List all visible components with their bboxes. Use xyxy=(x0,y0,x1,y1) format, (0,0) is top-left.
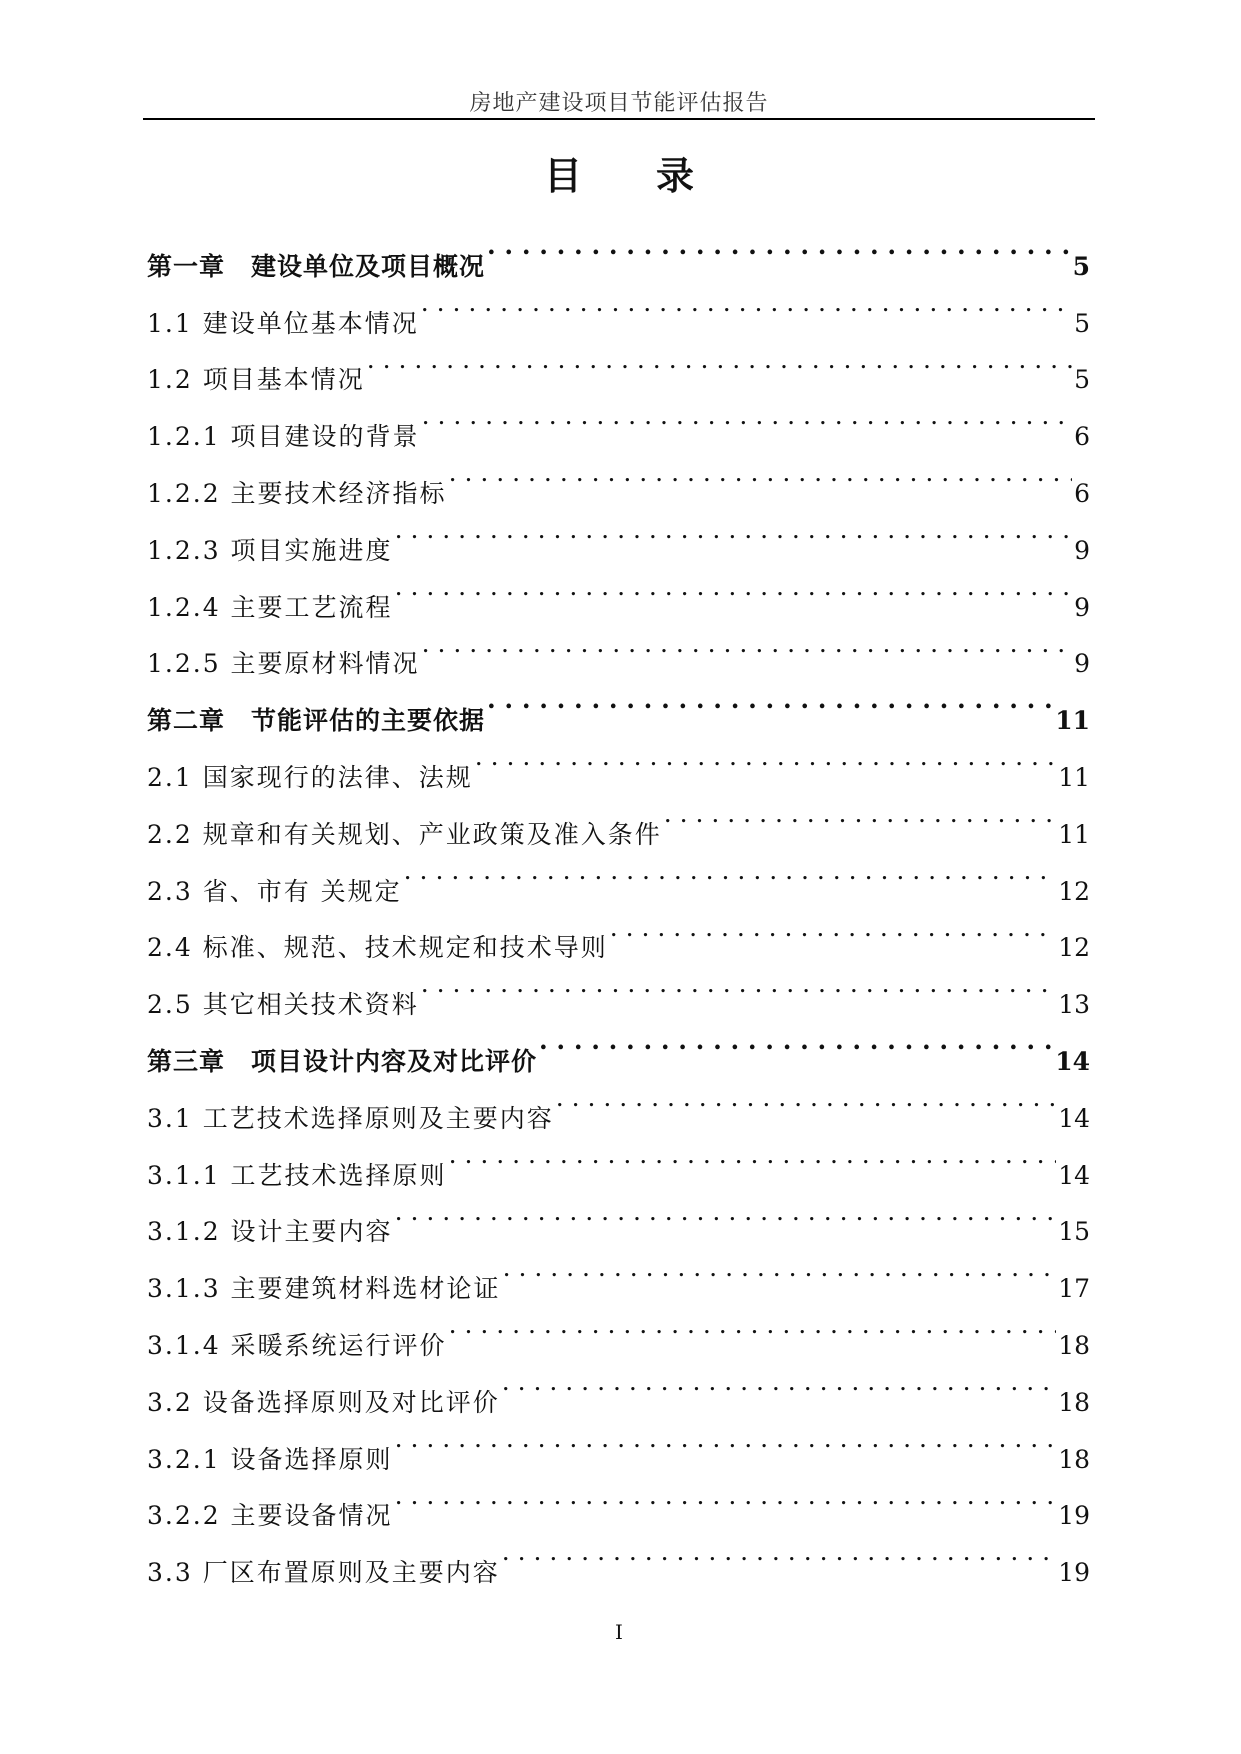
toc-entry-label: 1.2.5 主要原材料情况 xyxy=(147,649,420,679)
toc-entry-page: 12 xyxy=(1058,933,1090,963)
toc-entry-label: 1.2.3 项目实施进度 xyxy=(147,535,393,565)
toc-dot-leader xyxy=(502,1354,1056,1411)
toc-entry-label: 3.1.3 主要建筑材料选材论证 xyxy=(147,1274,501,1304)
toc-entry-page: 9 xyxy=(1074,649,1090,679)
toc-entry-label: 2.5 其它相关技术资料 xyxy=(147,990,419,1020)
toc-dot-leader xyxy=(556,1070,1056,1127)
toc-entry-label: 2.4 标准、规范、技术规定和技术导则 xyxy=(147,933,608,963)
toc-entry-label: 3.2.1 设备选择原则 xyxy=(147,1444,393,1474)
toc-entry-page: 18 xyxy=(1058,1330,1090,1360)
toc-entry-label: 3.1.2 设计主要内容 xyxy=(147,1217,393,1247)
toc-entry-label: 2.2 规章和有关规划、产业政策及准入条件 xyxy=(147,819,662,849)
toc-entry-label: 2.1 国家现行的法律、法规 xyxy=(147,762,473,792)
toc-entry-page: 15 xyxy=(1058,1217,1090,1247)
toc-entry-page: 19 xyxy=(1058,1558,1090,1588)
toc-list xyxy=(147,218,1090,1588)
toc-entry-label: 1.2.4 主要工艺流程 xyxy=(147,592,393,622)
toc-entry-page: 18 xyxy=(1058,1387,1090,1417)
toc-entry-label: 1.2 项目基本情况 xyxy=(147,365,365,395)
toc-dot-leader xyxy=(449,1127,1057,1184)
toc-dot-leader xyxy=(487,218,1071,275)
toc-entry-page: 11 xyxy=(1058,762,1090,792)
toc-dot-leader xyxy=(449,445,1073,502)
toc-entry-page: 14 xyxy=(1058,1103,1090,1133)
toc-entry-label: 1.1 建设单位基本情况 xyxy=(147,308,419,338)
toc-dot-leader xyxy=(487,672,1053,729)
toc-dot-leader xyxy=(395,1184,1057,1241)
toc-entry-label: 1.2.1 项目建设的背景 xyxy=(147,422,420,452)
toc-entry-page: 5 xyxy=(1074,365,1090,395)
toc-dot-leader xyxy=(421,275,1072,332)
toc-dot-leader xyxy=(404,843,1057,900)
toc-entry-label: 1.2.2 主要技术经济指标 xyxy=(147,478,447,508)
header-rule xyxy=(143,118,1095,120)
toc-dot-leader xyxy=(539,1013,1053,1070)
toc-entry-page: 17 xyxy=(1058,1274,1090,1304)
toc-dot-leader xyxy=(421,956,1056,1013)
running-header: 房地产建设项目节能评估报告 xyxy=(469,91,769,116)
toc-entry-page: 19 xyxy=(1058,1501,1090,1531)
toc-entry-page: 18 xyxy=(1058,1444,1090,1474)
toc-entry-page: 5 xyxy=(1072,251,1090,281)
toc-dot-leader xyxy=(395,1411,1057,1468)
toc-dot-leader xyxy=(367,332,1072,389)
toc-dot-leader xyxy=(395,559,1073,616)
toc-entry-label: 第三章 项目设计内容及对比评价 xyxy=(147,1046,538,1076)
toc-entry-page: 12 xyxy=(1058,876,1090,906)
toc-entry-label: 第二章 节能评估的主要依据 xyxy=(147,706,486,736)
toc-chapter-entry[interactable] xyxy=(147,218,1090,281)
toc-dot-leader xyxy=(422,616,1073,673)
toc-entry-page: 9 xyxy=(1074,592,1090,622)
toc-dot-leader xyxy=(475,729,1056,786)
toc-entry-label: 3.1.1 工艺技术选择原则 xyxy=(147,1160,447,1190)
toc-entry-page: 14 xyxy=(1055,1046,1090,1076)
toc-dot-leader xyxy=(422,388,1073,445)
toc-title: 目录 xyxy=(543,153,768,198)
toc-dot-leader xyxy=(449,1297,1057,1354)
toc-dot-leader xyxy=(503,1240,1057,1297)
toc-entry-label: 第一章 建设单位及项目概况 xyxy=(147,251,486,281)
page-number: I xyxy=(615,1620,623,1644)
toc-entry-page: 6 xyxy=(1074,478,1090,508)
toc-dot-leader xyxy=(664,786,1056,843)
toc-entry-page: 6 xyxy=(1074,422,1090,452)
toc-dot-leader xyxy=(610,900,1056,957)
toc-entry-page: 11 xyxy=(1055,706,1090,736)
toc-entry-page: 14 xyxy=(1058,1160,1090,1190)
toc-entry-label: 2.3 省、市有 关规定 xyxy=(147,876,402,906)
toc-entry-page: 9 xyxy=(1074,535,1090,565)
toc-entry-label: 3.1 工艺技术选择原则及主要内容 xyxy=(147,1103,554,1133)
toc-entry-label: 3.2 设备选择原则及对比评价 xyxy=(147,1387,500,1417)
toc-entry-page: 13 xyxy=(1058,990,1090,1020)
toc-entry-label: 3.3 厂区布置原则及主要内容 xyxy=(147,1558,500,1588)
toc-dot-leader xyxy=(502,1524,1056,1581)
toc-entry-label: 3.1.4 采暖系统运行评价 xyxy=(147,1330,447,1360)
toc-entry-page: 5 xyxy=(1074,308,1090,338)
toc-entry-page: 11 xyxy=(1058,819,1090,849)
toc-dot-leader xyxy=(395,502,1073,559)
toc-dot-leader xyxy=(395,1468,1057,1525)
toc-entry-label: 3.2.2 主要设备情况 xyxy=(147,1501,393,1531)
